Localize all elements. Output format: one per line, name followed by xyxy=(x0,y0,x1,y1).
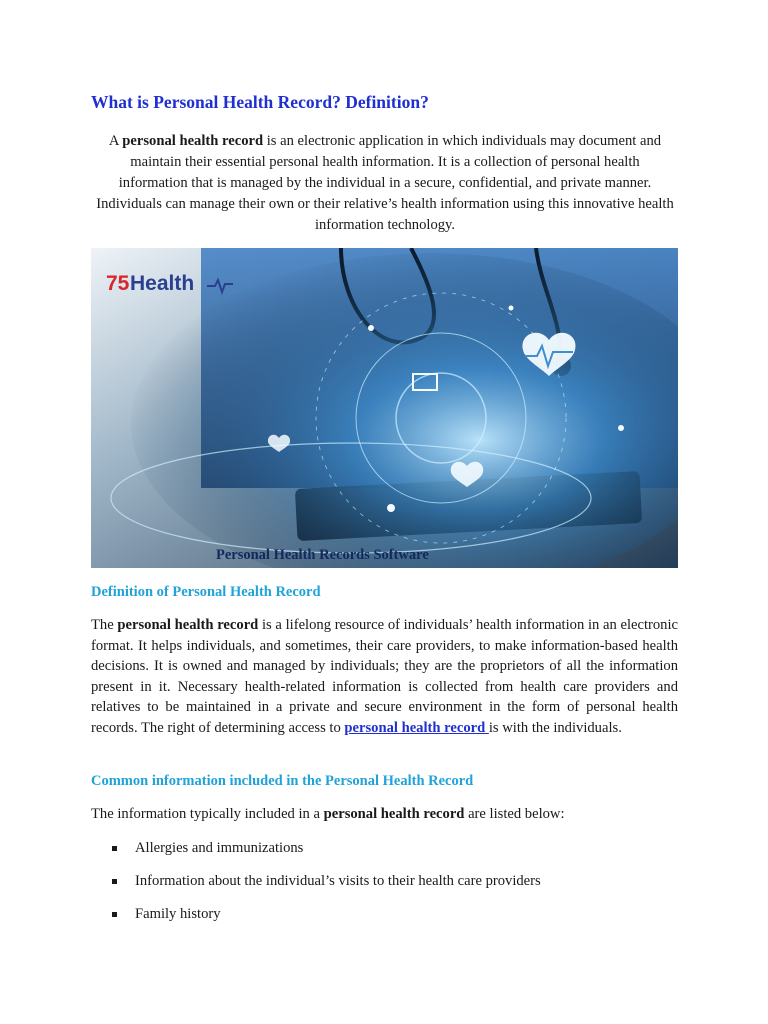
personal-health-record-link[interactable]: personal health record xyxy=(344,719,489,736)
square-bullet-icon xyxy=(112,879,117,884)
logo-number: 75 xyxy=(106,272,130,295)
list-intro-suffix: are listed below: xyxy=(464,806,565,822)
list-intro-prefix: The information typically included in a xyxy=(91,806,324,822)
hero-caption: Personal Health Records Software xyxy=(216,547,429,563)
intro-bold-term: personal health record xyxy=(122,133,264,149)
glow-dot xyxy=(618,425,624,431)
list-item xyxy=(110,873,670,906)
list-item-text: Allergies and immunizations xyxy=(135,840,304,856)
page-title: What is Personal Health Record? Definition? xyxy=(91,92,429,112)
list-item-text: Family history xyxy=(135,906,221,922)
square-bullet-icon xyxy=(112,846,117,851)
definition-text: is a lifelong resource of individuals’ health information in an electronic format. It helps individuals, and sometimes, their care providers, to make information-based health decisions. It is owned and managed by individuals; they are the proprietors of all the information present in it. Necessary health-related information is collected from health care providers and relatives to be maintained in a private and secure environment in the form of personal health records. The right of determining access to xyxy=(91,617,679,736)
list-intro xyxy=(91,806,678,823)
square-bullet-icon xyxy=(112,912,117,917)
hero-image xyxy=(91,248,678,568)
list-intro-bold-term: personal health record xyxy=(323,806,465,822)
common-info-heading: Common information included in the Personal Health Record xyxy=(91,773,474,789)
intro-prefix: A xyxy=(108,133,123,149)
info-list xyxy=(110,840,670,939)
definition-heading: Definition of Personal Health Record xyxy=(91,584,321,600)
definition-suffix: is with the individuals. xyxy=(488,719,622,736)
glow-dot xyxy=(509,306,514,311)
list-item-text: Information about the individual’s visits to their health care providers xyxy=(135,873,541,889)
logo-text: Health xyxy=(130,272,195,295)
intro-text: is an electronic application in which individuals may document and maintain their essential personal health information. It is a collection of personal health information that is managed by the individual in a secure, confidential, and private manner. Individuals can manage their own or their relative’s health information using this innovative health information technology. xyxy=(96,133,674,233)
definition-prefix: The xyxy=(91,617,118,633)
intro-paragraph xyxy=(96,131,674,236)
definition-paragraph xyxy=(91,615,678,739)
definition-bold-term: personal health record xyxy=(117,617,259,633)
list-item xyxy=(110,906,670,939)
glow-dot xyxy=(387,504,395,512)
list-item xyxy=(110,840,670,873)
glow-dot xyxy=(368,325,374,331)
